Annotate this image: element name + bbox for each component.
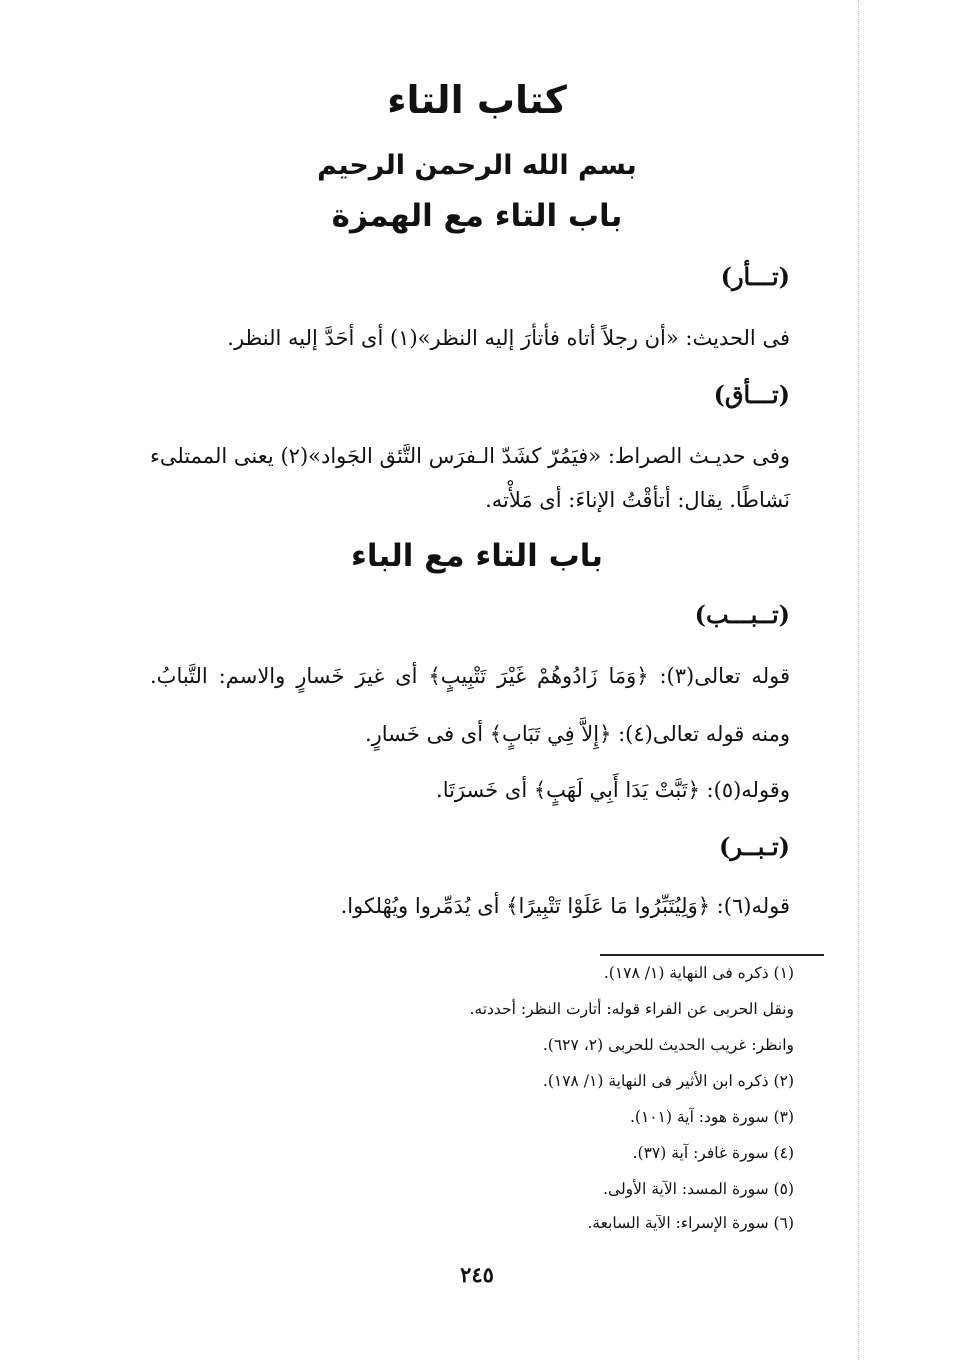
footnote: (٦) سورة الإسراء: الآية السابعة.: [587, 1214, 794, 1232]
book-title: كتاب التاء: [387, 78, 567, 122]
entry-text-line: ومنه قوله تعالى(٤): ﴿إِلاَّ فِي تَبَابٍ﴾ أى فى خَسارٍ.: [364, 722, 790, 746]
entry-text-line: وقوله(٥): ﴿تَبَّتْ يَدَا أَبِي لَهَبٍ﴾ أى خَسرَتَا.: [436, 778, 790, 802]
entry-heading-ta-b-r: (تـبــر): [719, 832, 790, 861]
footnote-separator: [600, 954, 824, 956]
footnote: وانظر: غريب الحديث للحربى (٢، ٦٢٧).: [542, 1036, 794, 1054]
page-number: ٢٤٥: [460, 1262, 494, 1287]
footnote: (٣) سورة هود: آية (١٠١).: [630, 1108, 794, 1126]
entry-heading-ta-b-b: (تــبـــب): [694, 600, 790, 629]
section-title-hamza: باب التاء مع الهمزة: [331, 198, 623, 234]
entry-text-line: وفى حديـث الصراط: «فيَمُرّ كشَدّ الـفرَس التَّئق الجَواد»(٢) يعنى الممتلىء: [150, 444, 790, 468]
footnote: (١) ذكره فى النهاية (١/ ١٧٨).: [603, 964, 794, 982]
basmala: بسم الله الرحمن الرحيم: [317, 150, 637, 181]
entry-text-line: قوله(٦): ﴿وَلِيُتَبِّرُوا مَا عَلَوْا تَتْبِيرًا﴾ أى يُدَمِّروا ويُهْلكوا.: [340, 894, 790, 918]
entry-heading-ta-a-r: (تـــأر): [720, 262, 790, 291]
footnote: ونقل الحربى عن الفراء قوله: أتارت النظر: أحددته.: [469, 1000, 794, 1018]
footnote: (٥) سورة المسد: الآية الأولى.: [603, 1180, 794, 1198]
footnote: (٤) سورة غافر: آية (٣٧).: [632, 1144, 794, 1162]
section-title-ba: باب التاء مع الباء: [351, 538, 603, 574]
entry-text-line: نَشاطًا. يقال: أتأقْتُ الإناءَ: أى مَلأْته.: [485, 488, 790, 512]
entry-text-line: فى الحديث: «أن رجلاً أتاه فأتأرَ إليه النظر»(١) أى أحَدَّ إليه النظر.: [227, 326, 790, 350]
entry-text-line: قوله تعالى(٣): ﴿وَمَا زَادُوهُمْ غَيْرَ تَتْبِيبٍ﴾ أى غيرَ خَسارٍ والاسم: التَّبابُ.: [150, 664, 790, 688]
footnote: (٢) ذكره ابن الأثير فى النهاية (١/ ١٧٨).: [542, 1072, 794, 1090]
entry-heading-ta-a-q: (تـــأق): [713, 380, 790, 409]
